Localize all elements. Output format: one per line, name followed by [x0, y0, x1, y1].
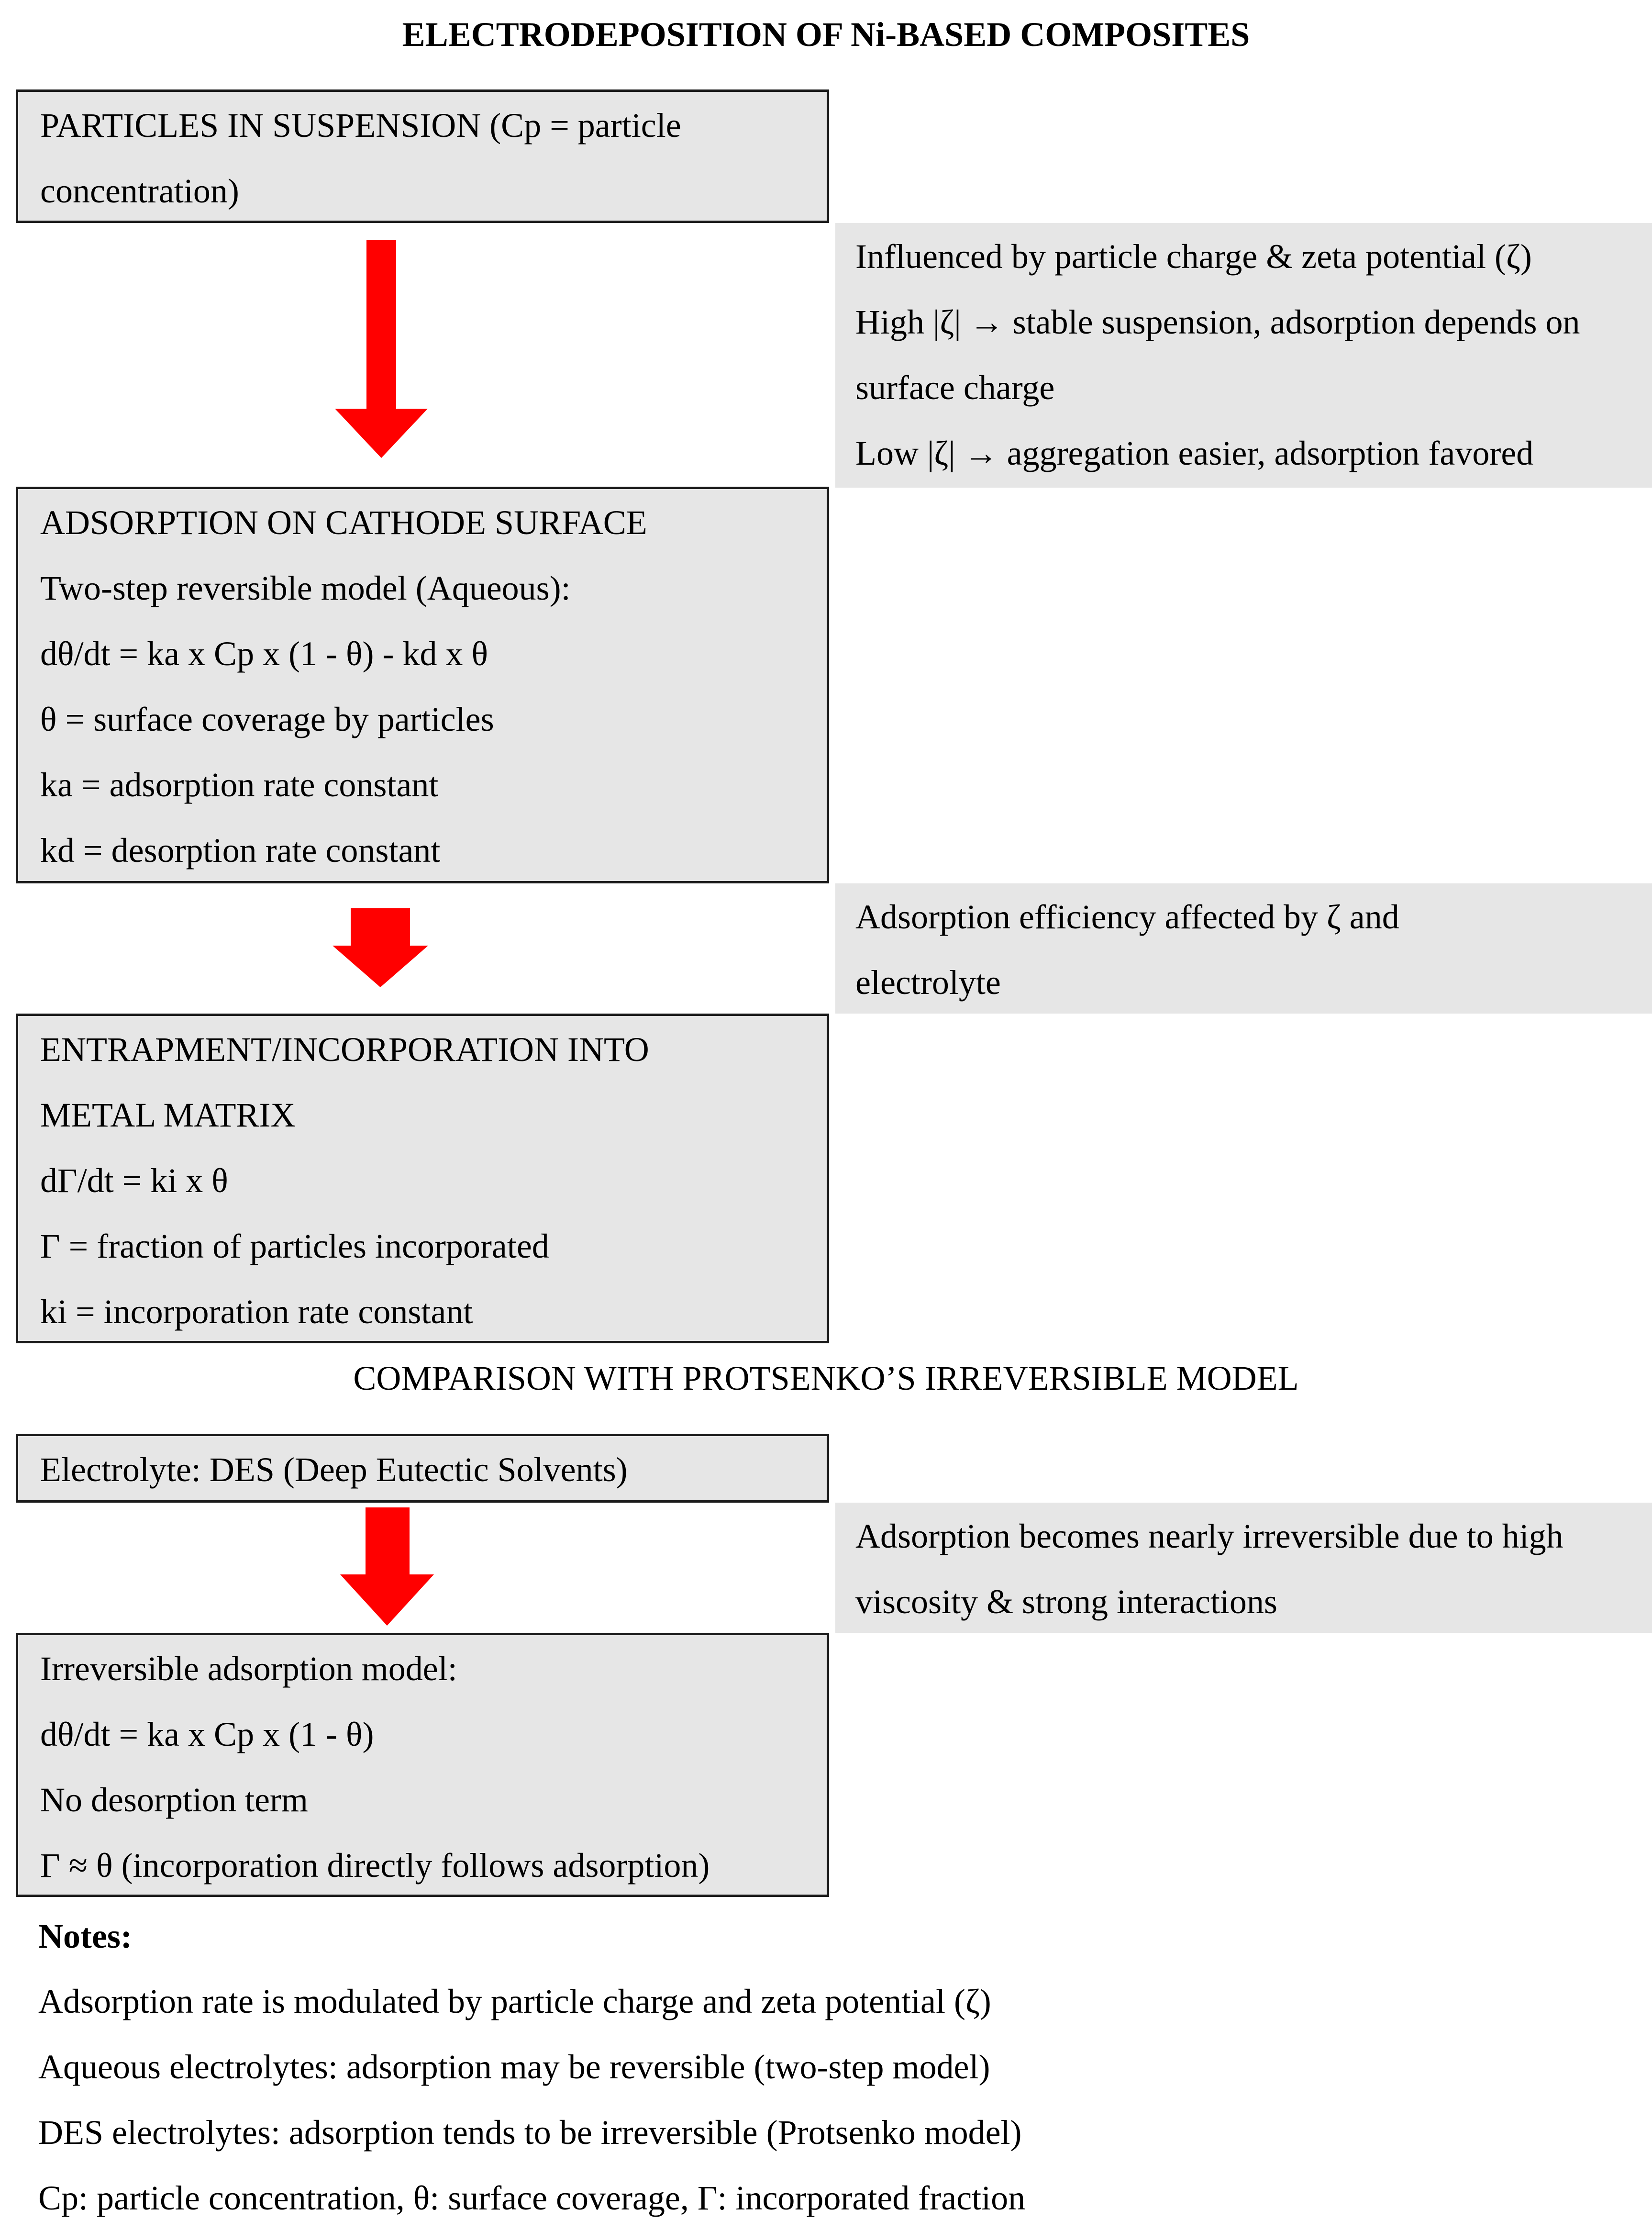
box-line: dθ/dt = ka x Cp x (1 - θ) - kd x θ	[40, 635, 488, 673]
down-arrow-icon	[336, 1507, 438, 1627]
box-line: Γ ≈ θ (incorporation directly follows adsorption)	[40, 1846, 710, 1885]
diagram-title: ELECTRODEPOSITION OF Ni-BASED COMPOSITES	[402, 15, 1250, 54]
box-line: ENTRAPMENT/INCORPORATION INTO	[40, 1030, 649, 1069]
down-arrow-icon	[330, 240, 432, 460]
particles-in-suspension-box	[16, 89, 829, 223]
zeta-potential-panel	[835, 223, 1652, 488]
note-item: Cp: particle concentration, θ: surface coverage, Γ: incorporated fraction	[38, 2179, 1026, 2217]
box-line: kd = desorption rate constant	[40, 831, 441, 870]
box-line: Electrolyte: DES (Deep Eutectic Solvents)	[40, 1450, 628, 1489]
arrow-shape	[340, 1507, 434, 1626]
panel-line: Adsorption becomes nearly irreversible due to high	[855, 1517, 1563, 1555]
electrolyte-des-box	[16, 1434, 829, 1503]
adsorption-on-cathode-box	[16, 487, 829, 883]
panel-line: surface charge	[855, 368, 1055, 407]
box-line: Γ = fraction of particles incorporated	[40, 1227, 549, 1265]
arrow-shape	[333, 908, 428, 987]
panel-line: viscosity & strong interactions	[855, 1583, 1277, 1621]
note-item: Aqueous electrolytes: adsorption may be reversible (two-step model)	[38, 2048, 990, 2086]
panel-line: electrolyte	[855, 963, 1001, 1002]
panel-line: Adsorption efficiency affected by ζ and	[855, 898, 1399, 936]
note-item: Adsorption rate is modulated by particle charge and zeta potential (ζ)	[38, 1982, 991, 2020]
panel-line: Influenced by particle charge & zeta potential (ζ)	[855, 237, 1532, 276]
panel-line: High |ζ| → stable suspension, adsorption depends on	[855, 303, 1580, 341]
box-line: Irreversible adsorption model:	[40, 1650, 457, 1688]
viscosity-panel	[835, 1503, 1652, 1633]
box-line: concentration)	[40, 172, 239, 210]
box-line: METAL MATRIX	[40, 1096, 296, 1134]
entrapment-incorporation-box	[16, 1014, 829, 1343]
box-line: PARTICLES IN SUSPENSION (Cp = particle	[40, 106, 681, 145]
panel-line: Low |ζ| → aggregation easier, adsorption favored	[855, 434, 1534, 472]
notes-heading: Notes:	[38, 1917, 132, 1955]
box-line: dθ/dt = ka x Cp x (1 - θ)	[40, 1715, 374, 1753]
box-line: ki = incorporation rate constant	[40, 1293, 473, 1331]
box-line: Two-step reversible model (Aqueous):	[40, 569, 571, 607]
box-line: ADSORPTION ON CATHODE SURFACE	[40, 503, 647, 542]
arrow-shape	[335, 240, 428, 458]
note-item: DES electrolytes: adsorption tends to be irreversible (Protsenko model)	[38, 2113, 1022, 2152]
irreversible-adsorption-box	[16, 1633, 829, 1897]
box-line: dΓ/dt = ki x θ	[40, 1161, 228, 1200]
adsorption-efficiency-panel	[835, 883, 1652, 1014]
notes-section	[38, 1904, 1025, 2231]
box-line: θ = surface coverage by particles	[40, 700, 494, 738]
box-line: No desorption term	[40, 1781, 308, 1819]
comparison-heading: COMPARISON WITH PROTSENKO’S IRREVERSIBLE MODEL	[353, 1359, 1299, 1397]
box-line: ka = adsorption rate constant	[40, 766, 439, 804]
down-arrow-icon	[329, 908, 432, 990]
